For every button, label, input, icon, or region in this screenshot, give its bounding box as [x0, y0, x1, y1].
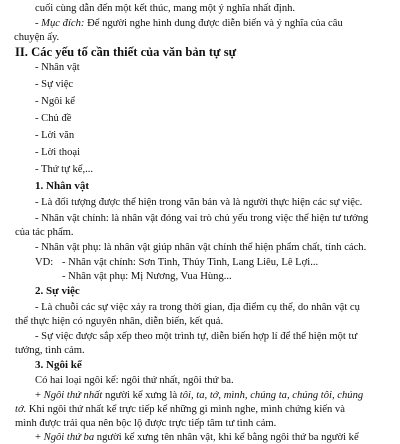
- main-character-text: - Nhân vật chính: là nhân vật đóng vai trò chủ yếu trong việc thể hiện tư tưởng: [35, 213, 369, 224]
- first-person-pronoun-end: tớ.: [15, 404, 27, 415]
- first-person-text: người kể xưng là: [102, 390, 180, 401]
- list-item: - Ngôi kể: [35, 96, 76, 107]
- subheading-nhan-vat: 1. Nhân vật: [35, 180, 90, 192]
- purpose-paragraph: [35, 17, 343, 30]
- first-person-explanation: Khi ngôi thứ nhất kể trực tiếp kể những gì mình nghe, mình chứng kiến và: [26, 404, 345, 415]
- su-viec-order-continuation: tưởng, tình cảm.: [15, 345, 85, 356]
- su-viec-order: - Sự việc được sắp xếp theo một trình tự, diễn biến hợp lí để thể hiện một tư: [35, 331, 358, 342]
- minor-character-text: - Nhân vật phụ: là nhân vật giúp nhân vật chính thể hiện phẩm chất, tính cách.: [35, 242, 367, 253]
- list-item: - Thứ tự kể,...: [35, 164, 94, 175]
- example-main-characters: - Nhân vật chính: Sơn Tinh, Thủy Tinh, Lang Liêu, Lê Lợi...: [62, 257, 319, 268]
- first-person-continuation: [15, 403, 345, 416]
- intro-line: cuối cùng dẫn đến một kết thúc, mang một ý nghĩa nhất định.: [35, 3, 296, 14]
- first-person-explanation-end: mình được trải qua nên bộc lộ được trực tiếp tâm tư tình cảm.: [15, 418, 277, 429]
- example-minor-characters: - Nhân vật phụ: Mị Nương, Vua Hùng...: [62, 271, 232, 282]
- purpose-text: Để người nghe hình dung được diễn biến và ý nghĩa của câu: [84, 18, 343, 29]
- list-item: - Nhân vật: [35, 62, 80, 73]
- list-item: - Lời văn: [35, 130, 75, 141]
- first-person-pronouns: tôi, ta, tớ, mình, chúng ta, chúng tôi, chúng: [179, 390, 364, 401]
- bullet-plus: +: [35, 432, 44, 443]
- main-character-continuation: của tác phẩm.: [15, 227, 74, 238]
- list-item: - Chủ đề: [35, 113, 72, 124]
- purpose-continuation: chuyện ấy.: [14, 32, 60, 43]
- third-person-paragraph: [35, 431, 359, 444]
- subheading-ngoi-ke: 3. Ngôi kể: [35, 359, 82, 371]
- list-item: - Sự việc: [35, 79, 74, 90]
- list-item: - Lời thoại: [35, 147, 81, 158]
- ngoi-ke-intro: Có hai loại ngôi kể: ngôi thứ nhất, ngôi thứ ba.: [35, 375, 234, 386]
- third-person-label: Ngôi thứ ba: [43, 432, 95, 443]
- purpose-label: - Mục đích:: [35, 18, 85, 29]
- third-person-text: người kể xưng tên nhân vật, khi kể bằng ngôi thứ ba người kể: [94, 432, 359, 443]
- first-person-label: Ngôi thứ nhất: [43, 390, 103, 401]
- nhan-vat-definition: - Là đối tượng được thể hiện trong văn bản và là người thực hiện các sự việc.: [35, 197, 363, 208]
- bullet-plus: +: [35, 390, 44, 401]
- example-label: VD:: [35, 257, 54, 268]
- su-viec-definition-continuation: thể thực hiện có nguyên nhân, diễn biến, kết quả.: [15, 316, 224, 327]
- section-heading: II. Các yếu tố cần thiết của văn bản tự sự: [15, 45, 237, 59]
- first-person-paragraph: [35, 389, 363, 402]
- subheading-su-viec: 2. Sự việc: [35, 285, 80, 297]
- su-viec-definition: - Là chuỗi các sự việc xảy ra trong thời gian, địa điểm cụ thể, do nhân vật cụ: [35, 302, 360, 313]
